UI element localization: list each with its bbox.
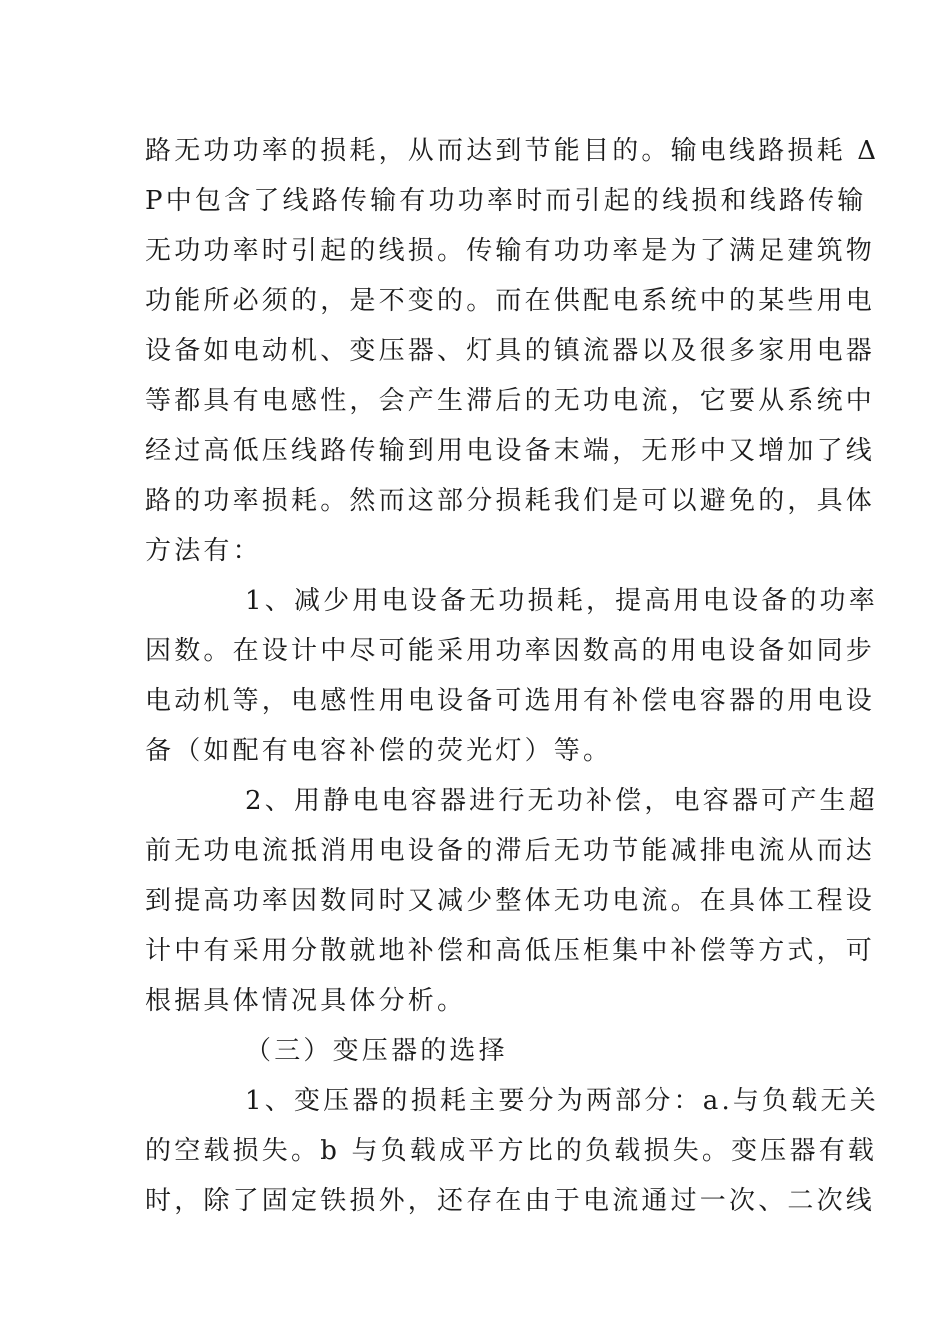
text-line-16: 到提高功率因数同时又减少整体无功电流。在具体工程设	[145, 886, 876, 916]
paragraph-transformer-loss	[145, 1076, 879, 1226]
text-line-20: 1、变压器的损耗主要分为两部分：a.与负载无关	[245, 1086, 879, 1116]
text-line-13: 备（如配有电容补偿的荧光灯）等。	[145, 736, 613, 766]
text-line-10: 1、减少用电设备无功损耗，提高用电设备的功率	[245, 586, 878, 616]
text-line-9: 方法有：	[145, 536, 262, 566]
text-line-18: 根据具体情况具体分析。	[145, 986, 467, 1016]
text-line-7: 经过高低压线路传输到用电设备末端，无形中又增加了线	[145, 436, 876, 466]
text-line-1: 路无功功率的损耗，从而达到节能目的。输电线路损耗 Δ	[145, 136, 880, 166]
text-line-22: 时，除了固定铁损外，还存在由于电流通过一次、二次线	[145, 1186, 876, 1216]
text-line-2: P中包含了线路传输有功功率时而引起的线损和线路传输	[145, 186, 867, 216]
paragraph-energy-saving-intro	[145, 126, 880, 576]
text-line-19: （三）变压器的选择	[245, 1036, 508, 1066]
paragraph-item-2	[145, 776, 878, 1026]
text-line-11: 因数。在设计中尽可能采用功率因数高的用电设备如同步	[145, 636, 876, 666]
text-line-14: 2、用静电电容器进行无功补偿，电容器可产生超	[245, 786, 878, 816]
text-line-5: 设备如电动机、变压器、灯具的镇流器以及很多家用电器	[145, 336, 876, 366]
text-line-12: 电动机等，电感性用电设备可选用有补偿电容器的用电设	[145, 686, 876, 716]
text-line-4: 功能所必须的，是不变的。而在供配电系统中的某些用电	[145, 286, 876, 316]
text-line-3: 无功功率时引起的线损。传输有功功率是为了满足建筑物	[145, 236, 876, 266]
section-heading-transformer	[145, 1026, 810, 1076]
text-line-21: 的空载损失。b 与负载成平方比的负载损失。变压器有载	[145, 1136, 878, 1166]
text-line-17: 计中有采用分散就地补偿和高低压柜集中补偿等方式，可	[145, 936, 876, 966]
text-line-8: 路的功率损耗。然而这部分损耗我们是可以避免的，具体	[145, 486, 876, 516]
paragraph-item-1	[145, 576, 878, 776]
text-line-15: 前无功电流抵消用电设备的滞后无功节能减排电流从而达	[145, 836, 876, 866]
document-body	[145, 126, 880, 1226]
text-line-6: 等都具有电感性，会产生滞后的无功电流，它要从系统中	[145, 386, 876, 416]
